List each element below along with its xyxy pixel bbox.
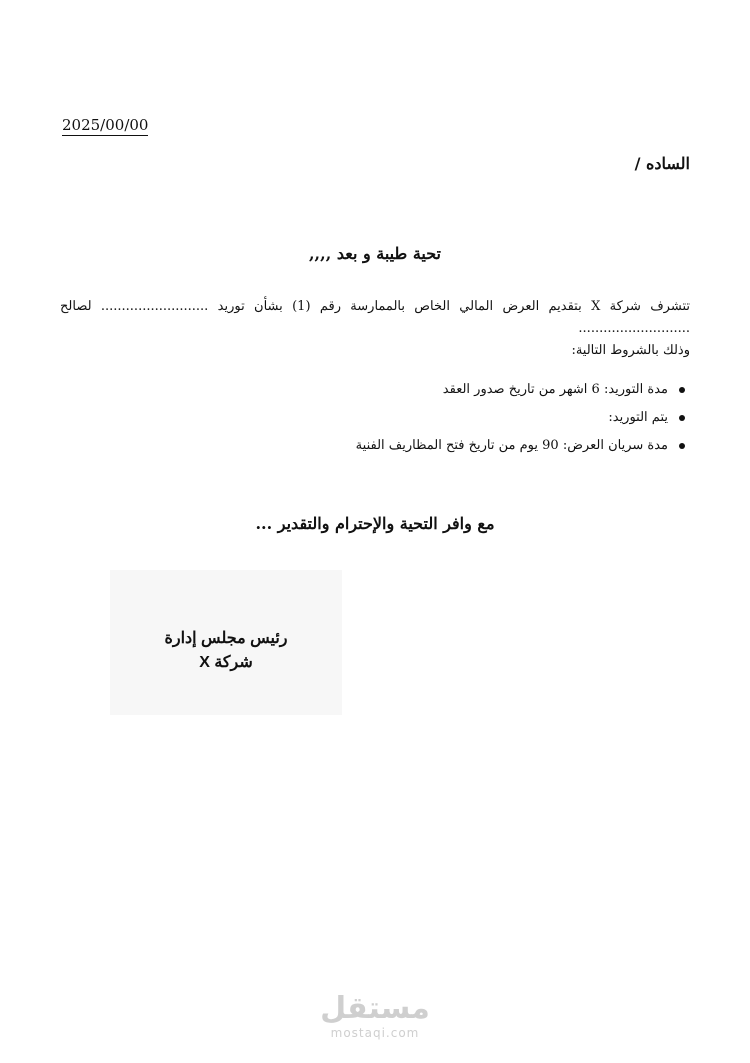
salutation: الساده / [634,154,690,173]
signature-block [110,570,342,715]
term-item: مدة التوريد: 6 اشهر من تاريخ صدور العقد [268,376,668,404]
terms-list [268,376,690,460]
term-item: مدة سريان العرض: 90 يوم من تاريخ فتح المظاريف الفنية [268,432,668,460]
term-item: يتم التوريد: [268,404,668,432]
watermark-latin: mostaqi.com [330,1026,420,1040]
watermark-logo [0,992,750,1040]
letter-date: 2025/00/00 [62,116,149,134]
closing-line: مع وافر التحية والإحترام والتقدير ... [255,514,495,533]
letter-body [60,296,690,362]
signature-title: رئيس مجلس إدارة [164,630,288,647]
body-line-1: تتشرف شركة X بتقديم العرض المالي الخاص بالممارسة رقم (1) بشأن توريد .......................... لصالح ........................... [60,299,690,336]
watermark-arabic: مستقل [320,991,430,1026]
signature-company: شركة X [199,654,253,671]
greeting: تحية طيبة و بعد ,,,, [308,244,441,263]
body-line-2: وذلك بالشروط التالية: [571,343,690,358]
